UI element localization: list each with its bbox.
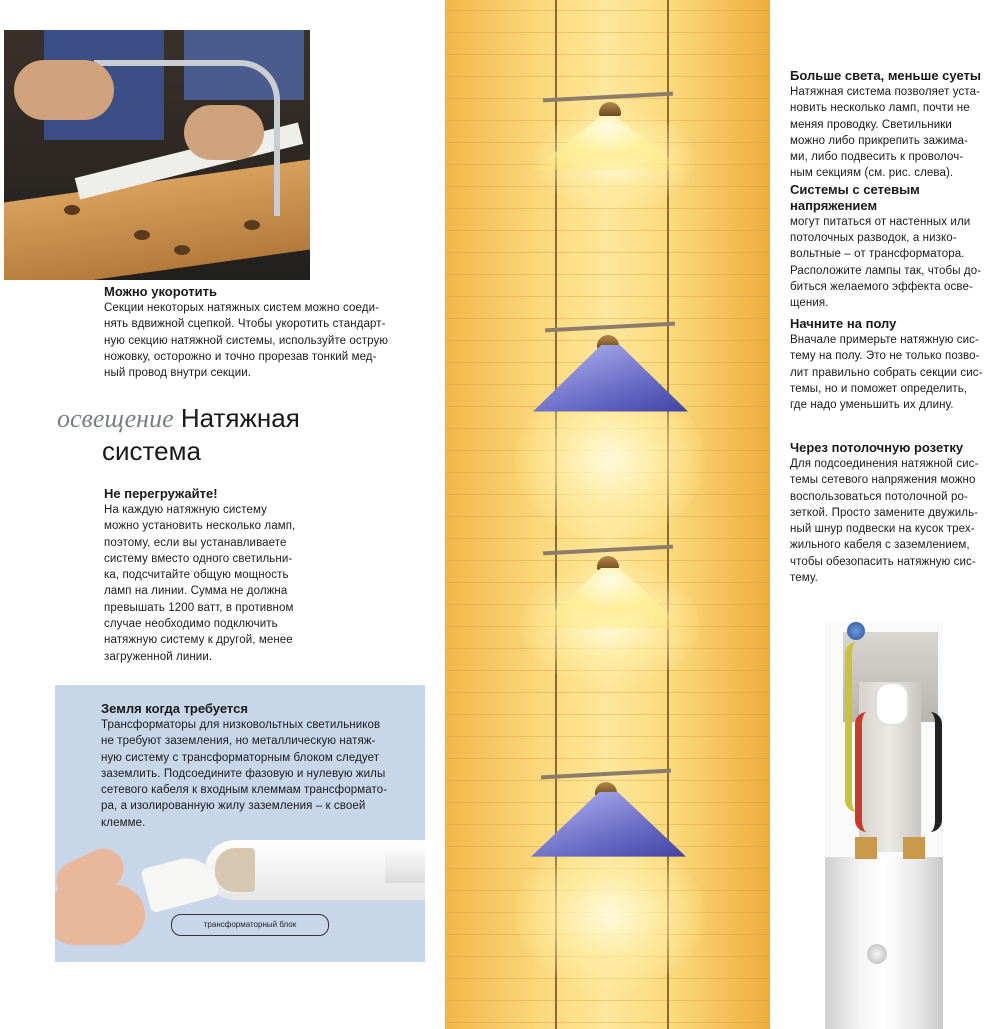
shorten-line: ножовку, осторожно и точно прорезав тонкий мед- [104,350,377,363]
lamp-cap [597,556,619,570]
ceiling-line: жильного кабеля с заземлением, [790,539,970,552]
mains-line: биться желаемого эффекта осве- [790,280,973,293]
light-glow [515,840,705,990]
more-light-line: новить несколько ламп, почти не [790,102,970,115]
floor-line: тему на полу. Это не только позво- [790,350,980,363]
overload-line: поэтому, если вы устанавливаете [104,536,287,549]
floor-section [790,316,1000,413]
lamp-cap [599,102,621,116]
title-category: освещение [57,404,174,433]
hand [14,60,114,120]
ground-line: клемме. [101,816,146,829]
brick-line [445,1022,770,1023]
brick-line [445,318,770,319]
neutral-wire [895,712,942,832]
track-rail [825,857,943,1029]
mains-heading: Системы с сетевым напряжением [790,181,920,213]
mains-line: могут питаться от настенных или [790,215,971,228]
ceiling-heading: Через потолочную розетку [790,440,964,455]
more-light-line: можно либо прикрепить зажима- [790,134,968,147]
lamp-holder [543,545,673,556]
brick-line [445,54,770,55]
floor-line: где надо уменьшить их длину. [790,399,954,412]
more-light-heading: Больше света, меньше суеты [790,68,982,83]
brick-line [445,780,770,781]
brick-line [445,1000,770,1001]
more-light-line: ным секциям (см. рис. слева). [790,167,954,180]
more-light-line: Натяжная система позволяет уста- [790,86,980,98]
ground-panel [55,685,425,962]
hand [55,885,145,945]
overload-line: случае необходимо подключить [104,618,278,631]
track-tube [385,845,425,883]
shorten-section [104,284,434,381]
title-line1: Натяжная [180,403,300,433]
brick-line [445,692,770,693]
bench-hole [64,205,80,215]
brick-line [445,736,770,737]
floor-line: лит правильно собрать секции сис- [790,366,983,379]
ceiling-line: тему. [790,572,818,585]
title-line2: система [102,436,201,466]
mains-line: вольтные – от трансформатора. [790,248,965,261]
mains-line: Расположите лампы так, чтобы до- [790,264,982,277]
overload-line: ламп на линии. Сумма не должна [104,585,288,598]
transformer-label: трансформаторный блок [171,914,329,936]
brick-line [445,296,770,297]
overload-line: загруженной линии. [104,650,213,663]
overload-line: можно установить несколько ламп, [104,520,296,533]
page-title [57,402,437,467]
terminal-block [215,848,255,892]
overload-line: натяжную систему к другой, менее [104,634,293,647]
screw-icon [867,944,887,964]
ground-line: не требуют заземления, но металлическую натяж- [101,735,376,748]
shorten-heading: Можно укоротить [104,284,218,299]
lamp-holder [545,322,675,333]
lamp-holder [541,769,671,780]
bench-hole [244,220,260,230]
brick-line [445,252,770,253]
floor-heading: Начните на полу [790,316,897,331]
ceiling-line: чтобы обезопасить натяжную сис- [790,555,976,568]
ground-line: ра, а изолированную жилу заземления – к своей [101,800,366,813]
ground-line: заземлить. Подсоедините фазовую и нулевую жилы [101,767,386,780]
saw-photo [4,30,310,280]
ground-line: сетевого кабеля к входным клеммам трансформато- [101,784,388,797]
lamps-photo [445,0,770,1029]
overload-line: На каждую натяжную систему [104,504,267,516]
brass-terminal [855,837,877,859]
ceiling-socket-photo [825,622,943,1029]
floor-line: темы, но и поможет определить, [790,382,968,395]
mains-line: щения. [790,297,829,310]
overload-heading: Не перегружайте! [104,486,218,501]
brick-line [445,230,770,231]
ground-heading: Земля когда требуется [101,701,248,716]
ceiling-line: воспользоваться потолочной ро- [790,490,968,503]
ceiling-line: зеткой. Просто замените двужиль- [790,506,979,519]
more-light-line: ми, либо подвесить к проволоч- [790,151,964,164]
bench-hole [134,230,150,240]
shorten-line: Секции некоторых натяжных систем можно соеди- [104,302,380,314]
brass-terminal [903,837,925,859]
floor-line: Вначале примерьте натяжную сис- [790,334,979,346]
brick-line [445,758,770,759]
shorten-line: нять вдвижной сцепкой. Чтобы укоротить стандарт- [104,318,386,331]
overload-line: систему вместо одного светильни- [104,552,293,565]
more-light-line: меняя проводку. Светильники [790,118,952,131]
brick-line [445,714,770,715]
ceiling-line: Для подсоединения натяжной сис- [790,458,979,470]
brick-line [445,32,770,33]
more-light-section [790,68,1000,312]
shorten-line: ный провод внутри секции. [104,367,252,380]
ceiling-section [790,440,1000,586]
ground-text [101,701,421,831]
overload-section [104,486,434,665]
overload-line: превышать 1200 ватт, в противном [104,601,294,614]
ground-line: ную систему с трансформаторным блоком следует [101,751,380,764]
overload-line: ка, подсчитайте общую мощность [104,569,289,582]
insulation [875,682,909,726]
brick-line [445,274,770,275]
mains-line: потолочных разводок, а низко- [790,232,957,245]
ceiling-line: ный шнур подвески на кусок трех- [790,523,975,536]
hand [184,105,264,160]
brick-line [445,76,770,77]
lamp-holder [543,92,673,103]
shorten-line: ную секцию натяжной системы, используйте острую [104,334,389,347]
ceiling-line: темы сетевого напряжения можно [790,474,976,487]
screw-terminal [847,622,865,640]
ground-line: Трансформаторы для низковольтных светильников [101,719,381,731]
brick-line [445,10,770,11]
bench-hole [174,245,190,255]
